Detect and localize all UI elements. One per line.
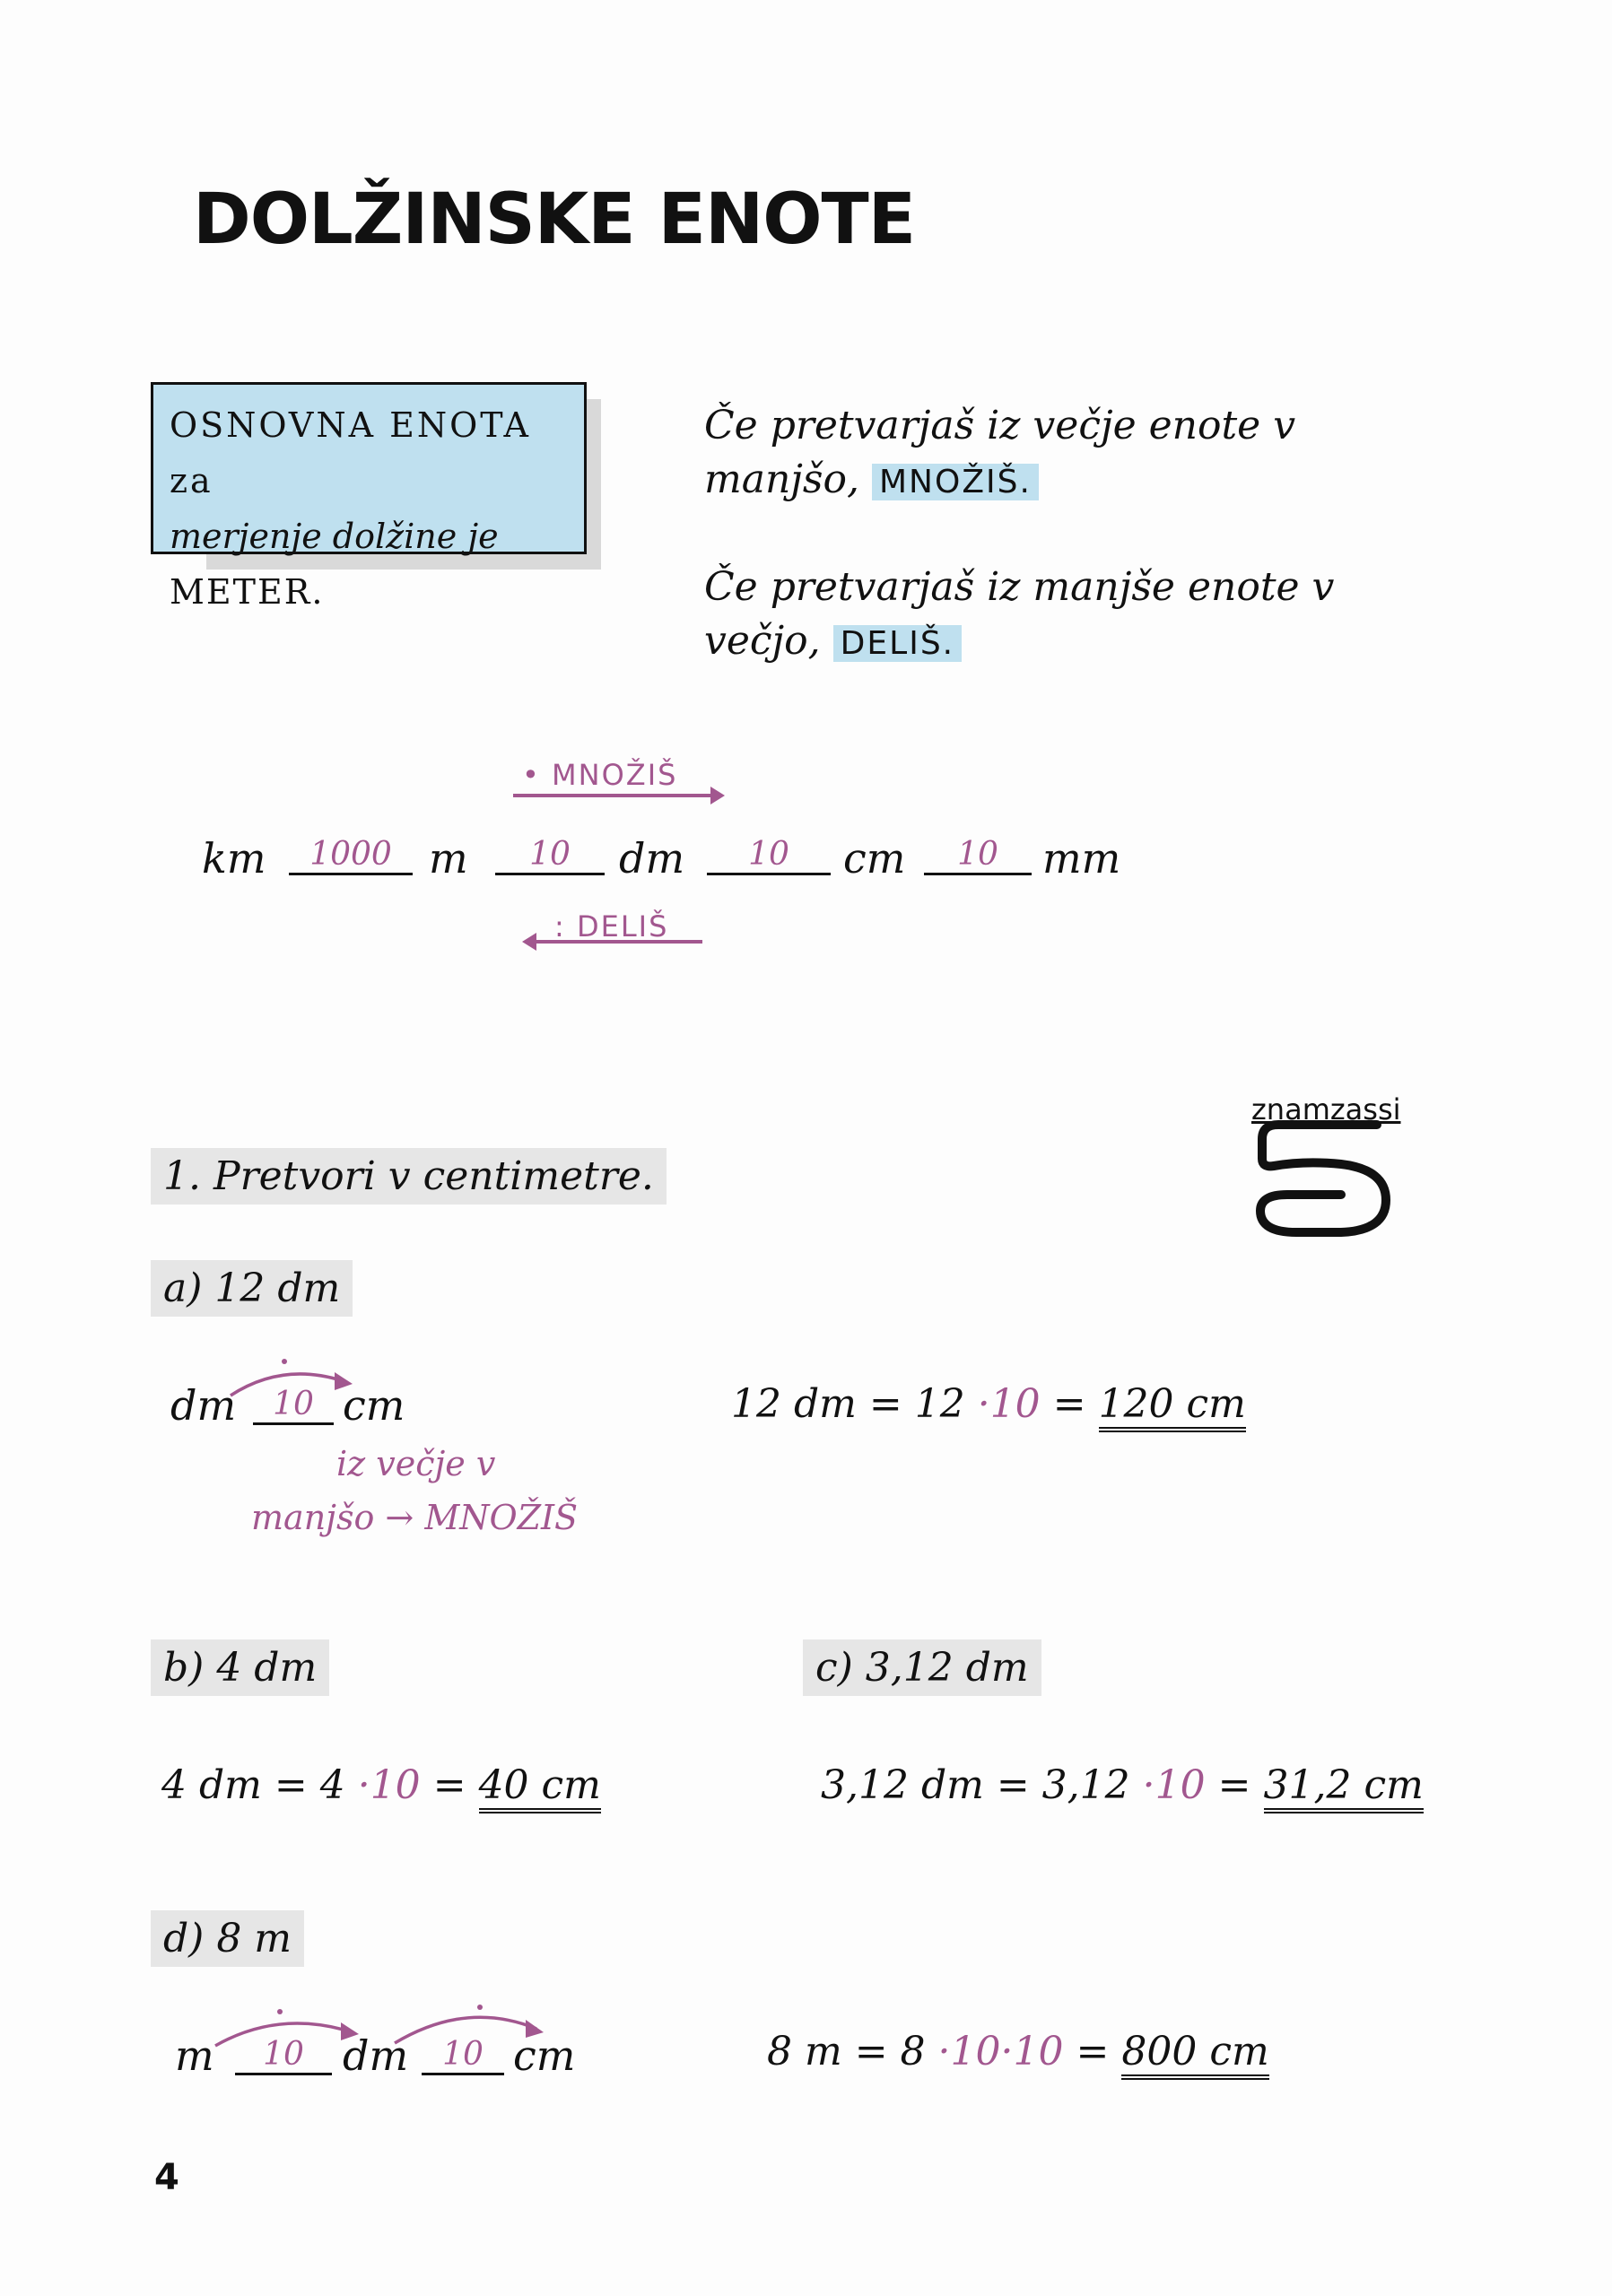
exercise-b-label: b) 4 dm [151,1639,329,1696]
b-eq-equals: = [432,1762,466,1808]
scale-factor: 10 [495,836,605,875]
a-equation [731,1381,1246,1427]
d-eq-result: 800 cm [1121,2029,1268,2080]
d-factor-1: 10 [235,2036,332,2075]
a-factor: 10 [253,1386,334,1425]
d-eq-equals: = [1076,2029,1110,2074]
logo-five-icon [1242,1112,1404,1242]
d-eq-left: 8 m = 8 [767,2029,926,2074]
scale-factor: 1000 [289,836,413,875]
d-eq-op: ·10·10 [937,2029,1064,2074]
c-equation [821,1762,1424,1808]
d-factor-2: 10 [422,2036,504,2075]
d-unit-mid: dm [343,2031,409,2080]
rule-multiply-line1: Če pretvarjaš iz večje enote v [704,403,1296,448]
a-eq-op: ·10 [977,1381,1041,1427]
rule-divide-highlight: DELIŠ. [833,625,962,662]
exercise-a-label: a) 12 dm [151,1260,353,1317]
scale-factor: 10 [707,836,831,875]
a-eq-equals: = [1052,1381,1086,1427]
rule-multiply-line2 [704,453,1350,509]
b-eq-result: 40 cm [479,1762,601,1813]
b-equation [161,1762,601,1808]
c-eq-result: 31,2 cm [1264,1762,1424,1813]
rule-divide-text: večjo, [704,618,821,664]
d-unit-from: m [175,2031,214,2080]
scale-factor: 10 [924,836,1032,875]
divide-arrow-label: : DELIŠ [554,909,669,944]
rule-divide-line2 [704,614,1350,671]
scale-unit-dm: dm [619,834,685,883]
definition-line: merjenje dolžine je [170,517,499,556]
definition-line: METER. [170,572,325,612]
definition-box [151,382,587,612]
page-number: 4 [154,2157,179,2198]
c-eq-left: 3,12 dm = 3,12 [821,1762,1130,1808]
logo-icon [1242,1112,1404,1242]
rule-multiply-text: manjšo, [704,457,859,502]
a-unit-to: cm [343,1381,405,1430]
scale-unit-mm: mm [1042,834,1121,883]
exercise-c-label: c) 3,12 dm [803,1639,1041,1696]
rule-divide-line1: Če pretvarjaš iz manjše enote v [704,564,1335,610]
scale-unit-km: km [202,834,266,883]
rule-multiply [704,399,1350,509]
a-note-line1: iz večje v [336,1444,496,1483]
b-eq-left: 4 dm = 4 [161,1762,345,1808]
c-eq-equals: = [1217,1762,1251,1808]
a-note-line2: manjšo → MNOŽIŠ [251,1498,579,1537]
divide-arrow-icon [520,931,704,958]
scale-unit-m: m [429,834,468,883]
exercise-heading: 1. Pretvori v centimetre. [151,1148,667,1205]
a-eq-result: 120 cm [1099,1381,1246,1432]
logo-text: znamzassi [1251,1092,1401,1126]
page-title: DOLŽINSKE ENOTE [193,179,916,260]
rule-multiply-highlight: MNOŽIŠ. [872,464,1039,500]
multiply-arrow-icon [511,782,727,809]
a-unit-from: dm [170,1381,237,1430]
rule-divide [704,561,1350,671]
c-eq-op: ·10 [1142,1762,1206,1808]
definition-line: OSNOVNA ENOTA za [170,405,531,500]
d-unit-to: cm [513,2031,576,2080]
a-eq-left: 12 dm = 12 [731,1381,965,1427]
b-eq-op: ·10 [357,1762,421,1808]
d-equation [767,2029,1269,2074]
multiply-arrow-label: • MNOŽIŠ [522,758,678,792]
scale-unit-cm: cm [843,834,906,883]
exercise-d-label: d) 8 m [151,1910,304,1967]
